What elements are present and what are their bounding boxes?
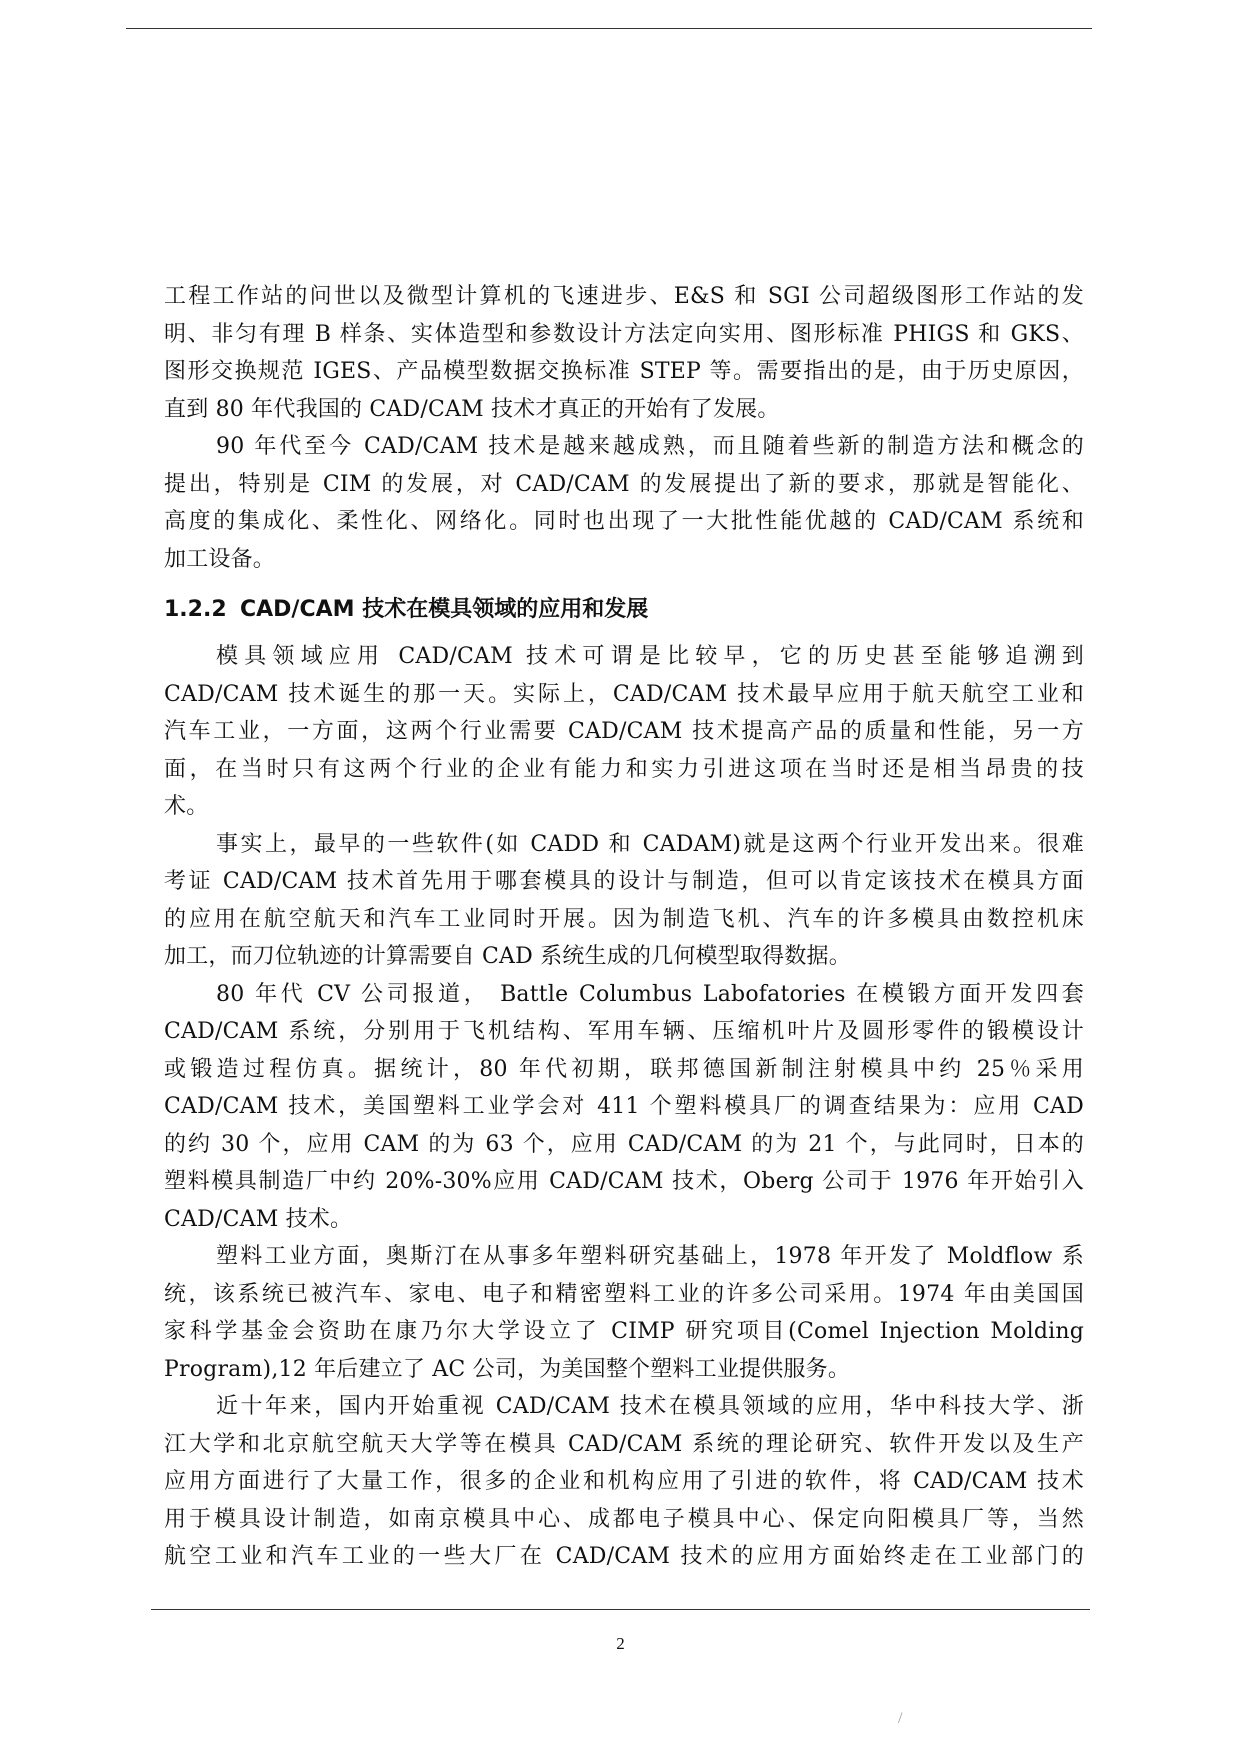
paragraph-4 xyxy=(164,826,1084,976)
text-line: 高度的集成化、柔性化、网络化。同时也出现了一大批性能优越的 CAD/CAM 系统和 xyxy=(164,509,1084,534)
text-line: 模具领域应用 CAD/CAM 技术可谓是比较早，它的历史甚至能够追溯到 xyxy=(216,644,1084,669)
text-line: 直到 80 年代我国的 CAD/CAM 技术才真正的开始有了发展。 xyxy=(164,396,780,422)
header-rule xyxy=(126,28,1092,29)
text-line: 汽车工业，一方面，这两个行业需要 CAD/CAM 技术提高产品的质量和性能，另一方 xyxy=(164,719,1084,744)
text-line: 明、非匀有理 B 样条、实体造型和参数设计方法定向实用、图形标准 PHIGS 和 GKS、 xyxy=(164,321,1084,347)
section-title: CAD/CAM 技术在模具领域的应用和发展 xyxy=(240,597,649,622)
text-line: CAD/CAM 技术诞生的那一天。实际上，CAD/CAM 技术最早应用于航天航空工业和 xyxy=(164,681,1084,707)
text-line: Program),12 年后建立了 AC 公司，为美国整个塑料工业提供服务。 xyxy=(164,1356,851,1382)
text-line: 的约 30 个，应用 CAM 的为 63 个，应用 CAD/CAM 的为 21 个，与此同时，日本的 xyxy=(164,1131,1084,1157)
text-line: 应用方面进行了大量工作，很多的企业和机构应用了引进的软件，将 CAD/CAM 技术 xyxy=(164,1469,1084,1494)
text-line: 术。 xyxy=(164,794,209,819)
text-line: 80 年代 CV 公司报道， Battle Columbus Labofatories 在模锻方面开发四套 xyxy=(216,981,1084,1007)
text-line: 的应用在航空航天和汽车工业同时开展。因为制造飞机、汽车的许多模具由数控机床 xyxy=(164,906,1084,932)
text-line: 90 年代至今 CAD/CAM 技术是越来越成熟，而且随着些新的制造方法和概念的 xyxy=(216,434,1084,459)
paragraph-3 xyxy=(164,638,1084,826)
text-line: 或锻造过程仿真。据统计，80 年代初期，联邦德国新制注射模具中约 25％采用 xyxy=(164,1056,1084,1082)
stray-mark: / xyxy=(898,1710,903,1727)
text-line: 面，在当时只有这两个行业的企业有能力和实力引进这项在当时还是相当昂贵的技 xyxy=(164,756,1084,782)
text-line: 加工设备。 xyxy=(164,546,276,572)
text-line: 考证 CAD/CAM 技术首先用于哪套模具的设计与制造，但可以肯定该技术在模具方面 xyxy=(164,869,1084,894)
text-line: CAD/CAM 技术。 xyxy=(164,1206,353,1232)
text-line: CAD/CAM 技术，美国塑料工业学会对 411 个塑料模具厂的调查结果为：应用 CAD xyxy=(164,1094,1084,1119)
paragraph-5 xyxy=(164,976,1084,1239)
section-heading xyxy=(164,590,1084,630)
text-line: 航空工业和汽车工业的一些大厂在 CAD/CAM 技术的应用方面始终走在工业部门的 xyxy=(164,1544,1084,1569)
text-line: 提出，特别是 CIM 的发展，对 CAD/CAM 的发展提出了新的要求，那就是智能化、 xyxy=(164,471,1084,497)
paragraph-6 xyxy=(164,1238,1084,1388)
paragraph-7 xyxy=(164,1388,1084,1576)
footer-rule xyxy=(151,1609,1090,1610)
page-number: 2 xyxy=(616,1634,625,1653)
text-line: 工程工作站的问世以及微型计算机的飞速进步、E&S 和 SGI 公司超级图形工作站的发 xyxy=(164,284,1084,309)
text-line: 用于模具设计制造，如南京模具中心、成都电子模具中心、保定向阳模具厂等，当然 xyxy=(164,1506,1084,1532)
section-number: 1.2.2 xyxy=(164,597,227,622)
text-line: CAD/CAM 系统，分别用于飞机结构、军用车辆、压缩机叶片及圆形零件的锻模设计 xyxy=(164,1019,1084,1044)
text-line: 图形交换规范 IGES、产品模型数据交换标准 STEP 等。需要指出的是，由于历史原因， xyxy=(164,359,1084,384)
text-line: 事实上，最早的一些软件(如 CADD 和 CADAM)就是这两个行业开发出来。很难 xyxy=(216,831,1084,857)
paragraph-1 xyxy=(164,278,1084,428)
text-line: 塑料工业方面，奥斯汀在从事多年塑料研究基础上，1978 年开发了 Moldflow 系 xyxy=(216,1244,1084,1269)
text-line: 近十年来，国内开始重视 CAD/CAM 技术在模具领域的应用，华中科技大学、浙 xyxy=(216,1394,1084,1419)
text-line: 加工，而刀位轨迹的计算需要自 CAD 系统生成的几何模型取得数据。 xyxy=(164,944,851,969)
text-line: 塑料模具制造厂中约 20%-30%应用 CAD/CAM 技术，Oberg 公司于 1976 年开始引入 xyxy=(164,1169,1084,1194)
page-body xyxy=(164,278,1084,1576)
text-line: 家科学基金会资助在康乃尔大学设立了 CIMP 研究项目(Comel Injection Molding xyxy=(164,1319,1084,1344)
text-line: 统，该系统已被汽车、家电、电子和精密塑料工业的许多公司采用。1974 年由美国国 xyxy=(164,1281,1084,1307)
text-line: 江大学和北京航空航天大学等在模具 CAD/CAM 系统的理论研究、软件开发以及生产 xyxy=(164,1431,1084,1457)
paragraph-2 xyxy=(164,428,1084,578)
